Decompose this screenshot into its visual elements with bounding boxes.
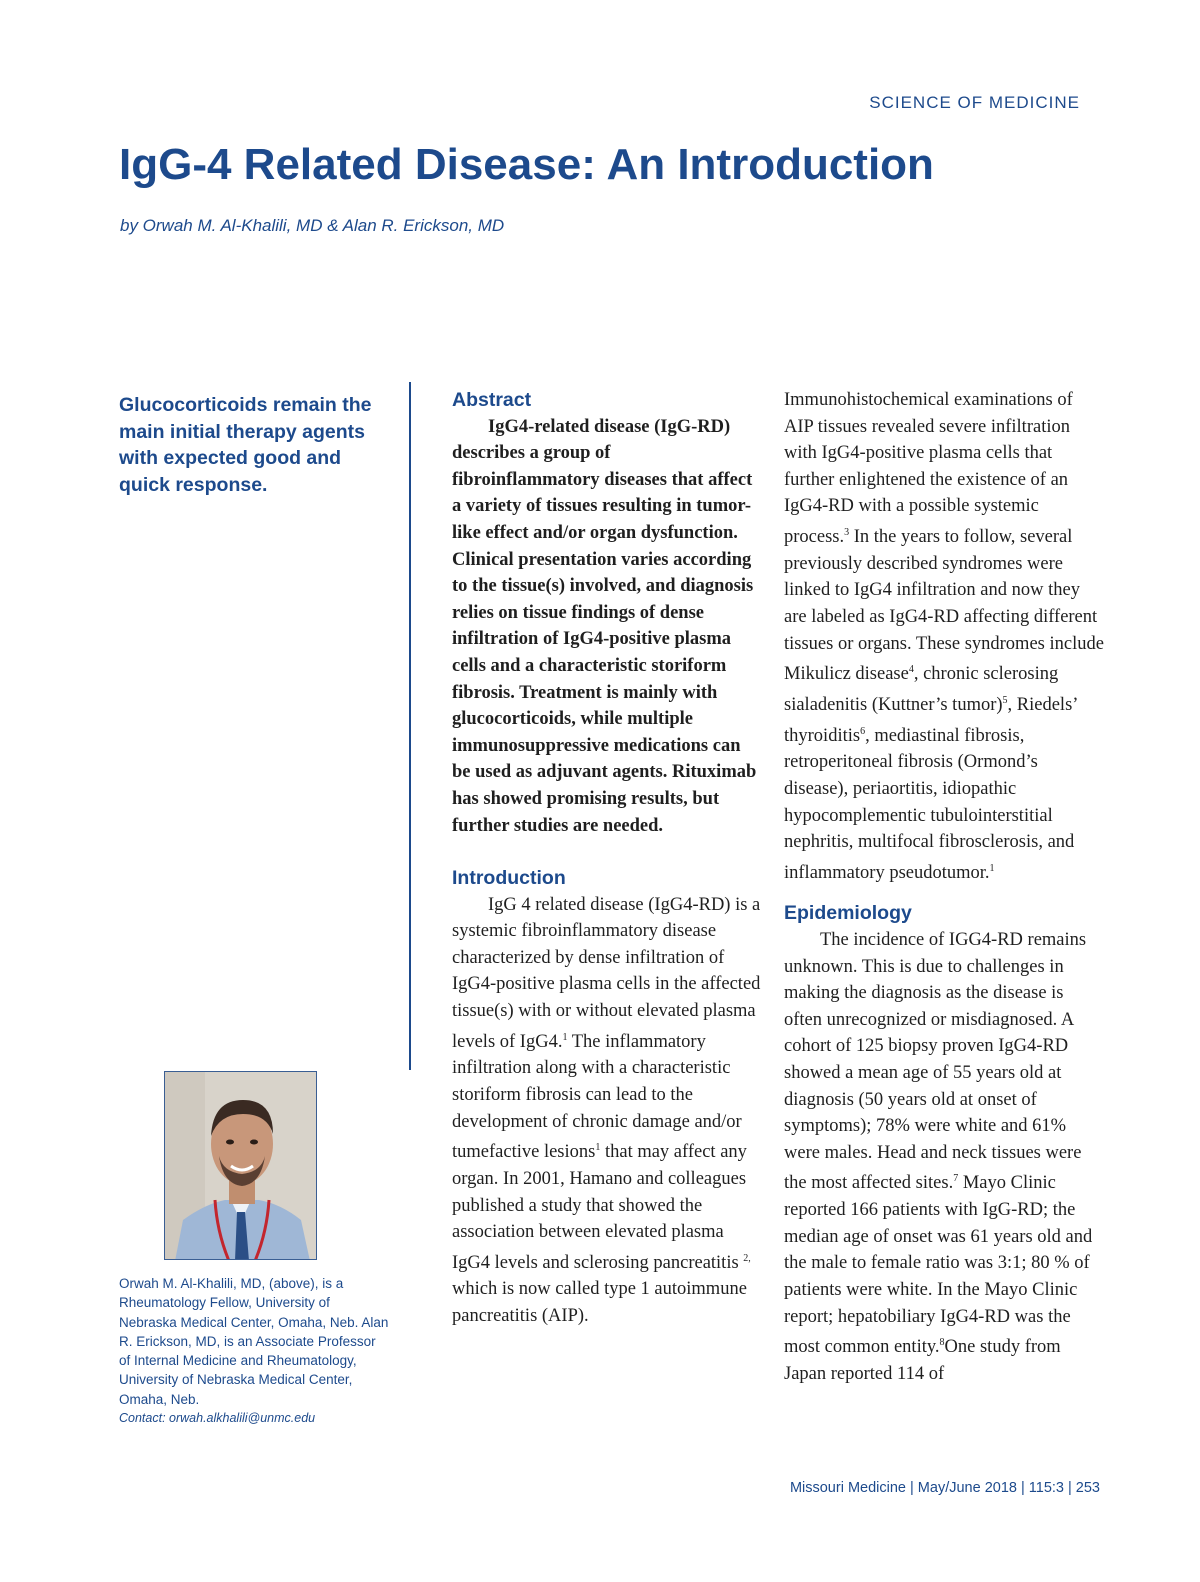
citation-ref: 6 [860,725,866,737]
citation-ref: 5 [1002,694,1008,706]
citation-ref: 2, [743,1252,751,1264]
spacer [452,839,762,865]
body-text: Immunohistochemical examinations of AIP tissues revealed severe infiltration with IgG4-positive plasma cells that further enlightened the existence of an IgG4-RD with a possible systemic process. [784,390,1073,548]
epidemiology-heading: Epidemiology [784,902,912,925]
column-right [784,387,1104,1387]
citation-ref: 4 [908,664,914,676]
citation-ref: 7 [953,1173,959,1185]
body-text: , Riedels’ thyroiditis [784,695,1078,746]
author-portrait-icon [165,1072,317,1260]
section-label: SCIENCE OF MEDICINE [869,93,1080,112]
citation-ref: 1 [989,862,995,874]
author-bio [119,1274,389,1428]
citation-ref: 8 [939,1337,945,1349]
byline: by Orwah M. Al-Khalili, MD & Alan R. Erickson, MD [120,216,505,235]
body-text: One study from Japan reported 114 of [784,1337,1061,1384]
body-text: , chronic sclerosing sialadenitis (Kuttner’s tumor) [784,664,1059,715]
author-bio-text: Orwah M. Al-Khalili, MD, (above), is a Rheumatology Fellow, University of Nebraska Medical Center, Omaha, Neb. Alan R. Erickson, MD, is an Associate Professor of Internal Medicine and Rheumatology, University of Nebraska Medical Center, Omaha, Neb. [119,1276,389,1407]
pull-quote: Glucocorticoids remain the main initial therapy agents with expected good and quick response. [119,394,372,496]
author-photo [164,1071,317,1260]
author-contact: Contact: orwah.alkhalili@unmc.edu [119,1411,316,1426]
intro-text: IgG 4 related disease (IgG4-RD) is a systemic fibroinflammatory disease characterized by dense infiltration of IgG4-positive plasma cells in the affected tissue(s) with or without elevated plasma levels of IgG4. [452,894,761,1052]
citation-ref: 3 [844,526,850,538]
intro-text: that may affect any organ. In 2001, Hamano and colleagues published a study that showed the association between elevated plasma IgG4 levels and sclerosing pancreatitis [452,1142,747,1273]
article-title: IgG-4 Related Disease: An Introduction [119,140,934,189]
abstract-body: IgG4-related disease (IgG-RD) describes a group of fibroinflammatory diseases that affect a variety of tissues resulting in tumor-like effect and/or organ dysfunction. Clinical presentation varies according to the tissue(s) involved, and diagnosis relies on tissue findings of dense infiltration of IgG4-positive plasma cells and a characteristic storiform fibrosis. Treatment is mainly with glucocorticoids, while multiple immunosuppressive medications can be used as adjuvant agents. Rituximab has showed promising results, but further studies are needed. [452,416,757,836]
citation-ref: 1 [595,1142,601,1154]
body-text: The incidence of IGG4-RD remains unknown. This is due to challenges in making the diagnosis as the disease is often unrecognized or misdiagnosed. A cohort of 125 biopsy proven IgG4-RD showed a mean age of 55 years old at diagnosis (50 years old at onset of symptoms); 78% were white and 61% were males. Head and neck tissues were the most affected sites. [784,930,1087,1194]
introduction-paragraph [452,892,762,1330]
body-text: Mayo Clinic reported 166 patients with IgG-RD; the median age of onset was 61 years old and the male to female ratio was 3:1; 80 % of patients were white. In the Mayo Clinic report; hepatobiliary IgG4-RD was the most common entity. [784,1173,1093,1358]
introduction-heading: Introduction [452,867,566,890]
column-abstract-introduction [452,387,762,1330]
page-footer: Missouri Medicine | May/June 2018 | 115:3 | 253 [789,1480,1100,1496]
intro-text: The inflammatory infiltration along with a characteristic storiform fibrosis can lead to the development of chronic damage and/or tumefactive lesions [452,1031,742,1163]
column-divider [409,382,411,1070]
citation-ref: 1 [562,1031,568,1043]
epidemiology-paragraph [784,927,1104,1387]
spacer [784,886,1104,900]
continued-paragraph [784,387,1104,886]
body-text: In the years to follow, several previously described syndromes were linked to IgG4 infiltration and now they are labeled as IgG4-RD affecting different tissues or organs. These syndromes include Mikulicz disease [784,527,1104,685]
abstract-heading: Abstract [452,389,532,411]
body-text: , mediastinal fibrosis, retroperitoneal fibrosis (Ormond’s disease), periaortitis, idiopathic hypocomplementic tubulointerstitial nephritis, multifocal fibrosclerosis, and inflammatory pseudotumor. [784,725,1075,883]
intro-text: which is now called type 1 autoimmune pancreatitis (AIP). [452,1279,747,1327]
